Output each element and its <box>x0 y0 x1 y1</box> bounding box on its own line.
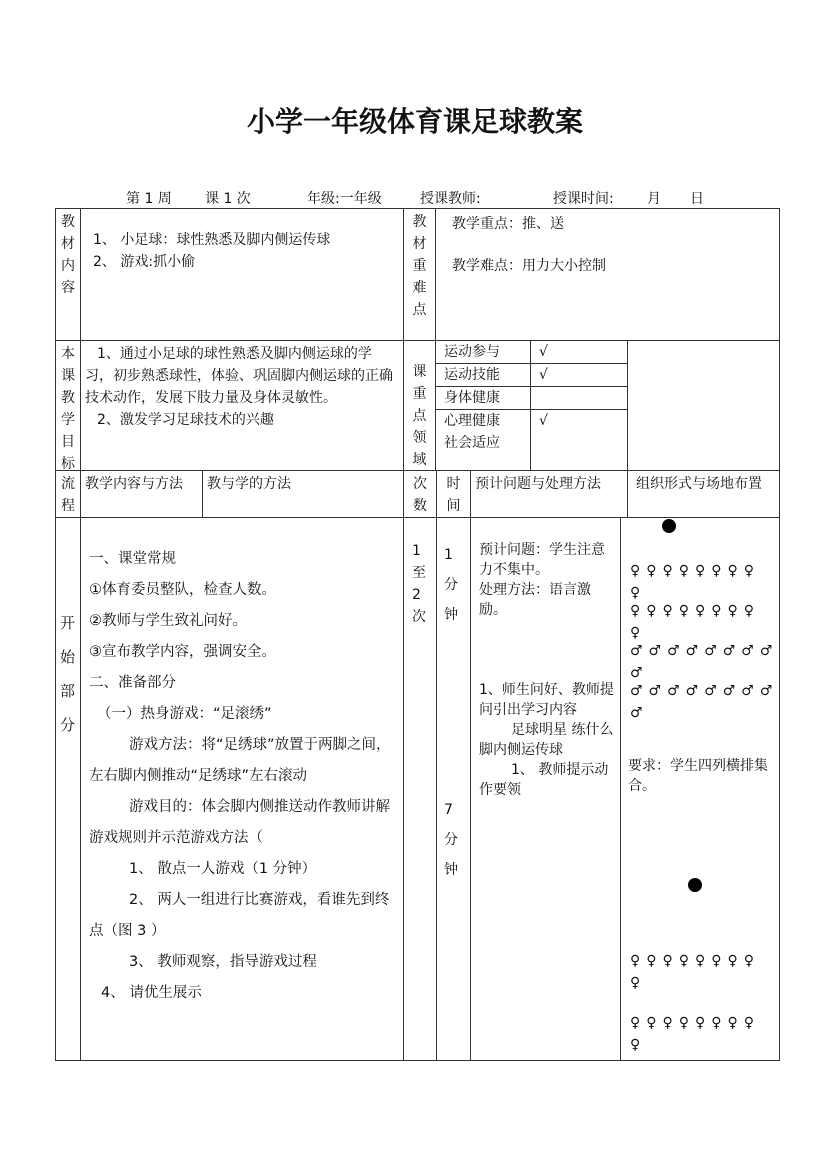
material-item: 1、 小足球：球性熟悉及脚内侧运传球 <box>93 232 331 248</box>
female-row: ♀♀♀♀♀♀♀♀ ♀ <box>630 1015 761 1053</box>
label-key-points: 教材重难点 <box>403 208 436 341</box>
material-content <box>80 208 404 341</box>
key-point: 教学重点：推、送 <box>452 216 564 232</box>
domain-group <box>435 409 531 471</box>
lesson-time: 授课时间: <box>553 191 614 207</box>
col-process: 流程 <box>55 470 81 518</box>
domain-check: √ <box>530 409 628 471</box>
col-content: 教学内容与方法 <box>80 470 203 518</box>
content-line: 游戏方法：将“足绣球”放置于两脚之间，左右脚内侧推动“足绣球”左右滚动 <box>89 737 391 784</box>
female-row: ♀♀♀♀♀♀♀♀ ♀ <box>630 563 761 601</box>
content-line: 2、 两人一组进行比赛游戏，看谁先到终点（图 3 ） <box>89 892 390 939</box>
content-line: ③宣布教学内容，强调安全。 <box>89 644 276 660</box>
female-row: ♀♀♀♀♀♀♀♀ ♀ <box>630 953 761 991</box>
problem-text: 1、师生问好、教师提问引出学习内容 <box>479 682 614 718</box>
problem-text: 处理方法：语言激励。 <box>479 582 591 618</box>
label-goals: 本课教学目标 <box>55 340 81 471</box>
month: 月 <box>647 191 661 207</box>
goals <box>80 340 404 471</box>
label-domains: 课重点领域 <box>403 340 436 471</box>
domain-check <box>530 386 628 410</box>
male-row: ♂♂♂♂♂♂♂♂ ♂ <box>630 643 779 681</box>
week: 第 1 周 <box>126 191 172 207</box>
page-title: 小学一年级体育课足球教案 <box>246 105 583 138</box>
content-line: 一、课堂常规 <box>89 551 176 567</box>
formation-requirement: 要求：学生四列横排集合。 <box>628 758 768 794</box>
content-line: 3、 教师观察，指导游戏过程 <box>129 954 317 970</box>
content-line: 游戏目的：体会脚内侧推送动作教师讲解游戏规则并示范游戏方法（ <box>89 799 390 846</box>
material-item: 2、 游戏:抓小偷 <box>93 254 196 270</box>
domain-name: 心理健康 <box>444 413 500 429</box>
difficulty: 教学难点：用力大小控制 <box>452 258 606 274</box>
content-line: ①体育委员整队，检查人数。 <box>89 582 276 598</box>
teacher-marker <box>662 519 676 533</box>
col-formation: 组织形式与场地布置 <box>627 470 780 518</box>
domain-check: √ <box>530 363 628 387</box>
label-material: 教材内容 <box>55 208 81 341</box>
count: 1至2次 <box>403 517 437 1061</box>
problem-text: 足球明星 练什么 脚内侧运传球 <box>479 722 614 758</box>
col-count: 次数 <box>403 470 437 518</box>
goal: 2、激发学习足球技术的兴趣 <box>97 412 274 428</box>
stage-content <box>80 517 404 1061</box>
domain-name: 运动参与 <box>435 340 531 364</box>
teacher-marker <box>688 878 702 892</box>
problem-text: 预计问题：学生注意力不集中。 <box>479 542 605 578</box>
content-line: 二、准备部分 <box>89 675 176 691</box>
domain-name: 运动技能 <box>435 363 531 387</box>
content-line: ②教师与学生致礼问好。 <box>89 613 247 629</box>
time-2: 7分钟 <box>444 802 458 878</box>
stage-label: 开始部分 <box>55 517 81 1061</box>
domain-check: √ <box>530 340 628 364</box>
teacher: 授课教师: <box>420 191 481 207</box>
col-method: 教与学的方法 <box>202 470 404 518</box>
lesson-count: 课 1 次 <box>205 191 251 207</box>
male-row: ♂♂♂♂♂♂♂♂ ♂ <box>630 683 779 721</box>
goal: 1、通过小足球的球性熟悉及脚内侧运球的学习，初步熟悉球性，体验、巩固脚内侧运球的正确技术动作，发展下肢力量及身体灵敏性。 <box>85 346 393 406</box>
content-line: 4、 请优生展示 <box>101 985 202 1001</box>
grade: 年级:一年级 <box>307 191 382 207</box>
female-row: ♀♀♀♀♀♀♀♀ ♀ <box>630 603 761 641</box>
day: 日 <box>690 191 704 207</box>
col-problems: 预计问题与处理方法 <box>470 470 628 518</box>
domain-name: 身体健康 <box>435 386 531 410</box>
problems <box>470 517 621 1061</box>
key-points <box>435 208 780 341</box>
col-time: 时间 <box>436 470 471 518</box>
content-line: 1、 散点一人游戏（1 分钟） <box>129 861 317 877</box>
content-line: （一）热身游戏：“足滚绣” <box>97 706 272 722</box>
time-1: 1分钟 <box>444 547 458 623</box>
domain-name: 社会适应 <box>444 435 500 451</box>
problem-text: 1、 教师提示动作要领 <box>479 762 609 798</box>
